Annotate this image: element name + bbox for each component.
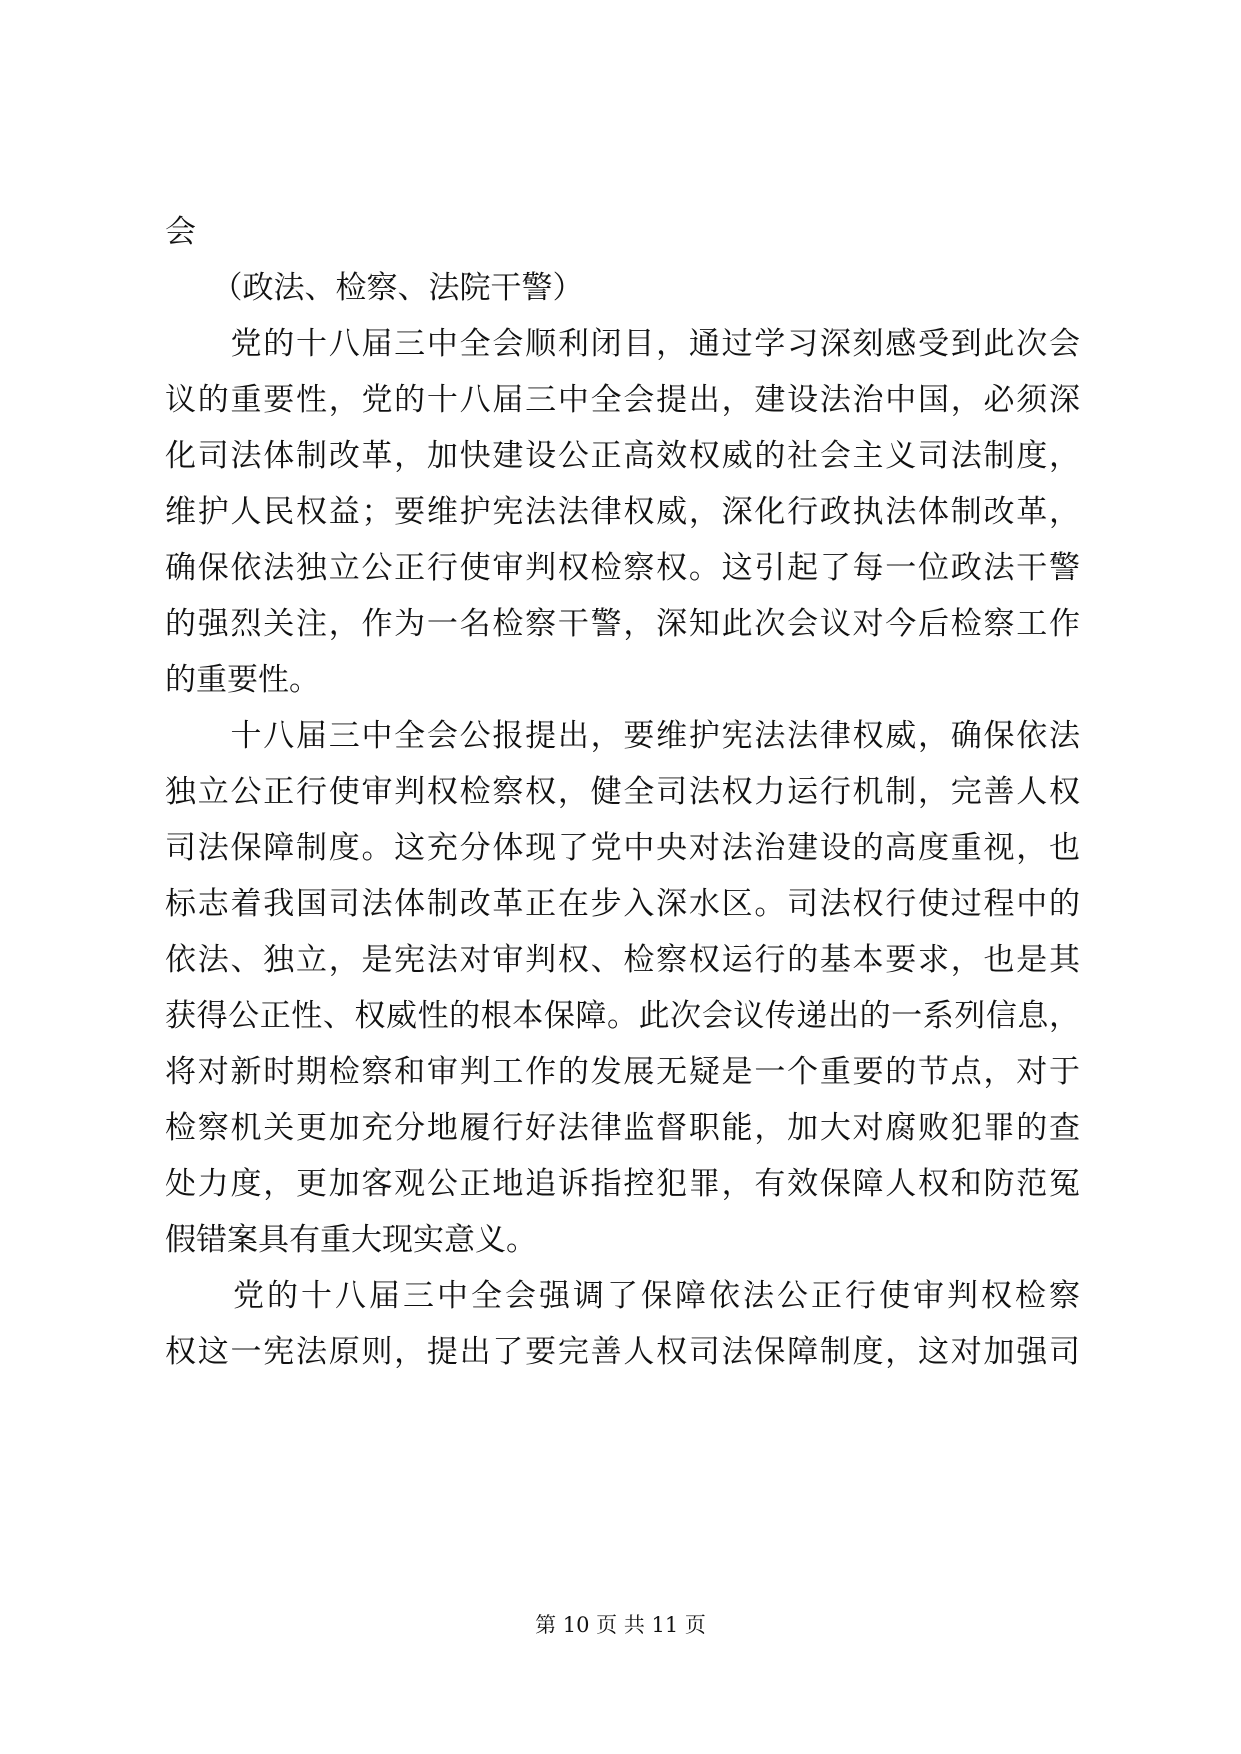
text-line: 党的十八届三中全会顺利闭目，通过学习深刻感受到此次会: [165, 326, 1080, 362]
text-line: 依法、独立，是宪法对审判权、检察权运行的基本要求，也是其: [165, 942, 1080, 978]
text-line: 假错案具有重大现实意义。: [165, 1222, 537, 1258]
text-line: 司法保障制度。这充分体现了党中央对法治建设的高度重视，也: [165, 830, 1080, 866]
text-line: 权这一宪法原则，提出了要完善人权司法保障制度，这对加强司: [165, 1334, 1080, 1370]
text-line: 化司法体制改革，加快建设公正高效权威的社会主义司法制度，: [165, 438, 1080, 474]
text-line: 维护人民权益；要维护宪法法律权威，深化行政执法体制改革，: [165, 494, 1080, 530]
text-line: 将对新时期检察和审判工作的发展无疑是一个重要的节点，对于: [165, 1054, 1080, 1090]
text-line: 会: [165, 214, 196, 250]
text-line: 检察机关更加充分地履行好法律监督职能，加大对腐败犯罪的查: [165, 1110, 1080, 1146]
text-line: 标志着我国司法体制改革正在步入深水区。司法权行使过程中的: [165, 886, 1080, 922]
text-line: 十八届三中全会公报提出，要维护宪法法律权威，确保依法: [165, 718, 1080, 754]
page-number: 第 10 页 共 11 页: [535, 1613, 706, 1637]
text-line: 议的重要性，党的十八届三中全会提出，建设法治中国，必须深: [165, 382, 1080, 418]
text-line: 党的十八届三中全会强调了保障依法公正行使审判权检察: [165, 1278, 1080, 1314]
text-line: 处力度，更加客观公正地追诉指控犯罪，有效保障人权和防范冤: [165, 1166, 1080, 1202]
text-line: 独立公正行使审判权检察权，健全司法权力运行机制，完善人权: [165, 774, 1080, 810]
text-line: 的重要性。: [165, 662, 320, 698]
text-line: 获得公正性、权威性的根本保障。此次会议传递出的一系列信息，: [165, 998, 1080, 1034]
text-line: 的强烈关注，作为一名检察干警，深知此次会议对今后检察工作: [165, 606, 1080, 642]
text-line: （政法、检察、法院干警）: [165, 270, 584, 306]
text-line: 确保依法独立公正行使审判权检察权。这引起了每一位政法干警: [165, 550, 1080, 586]
